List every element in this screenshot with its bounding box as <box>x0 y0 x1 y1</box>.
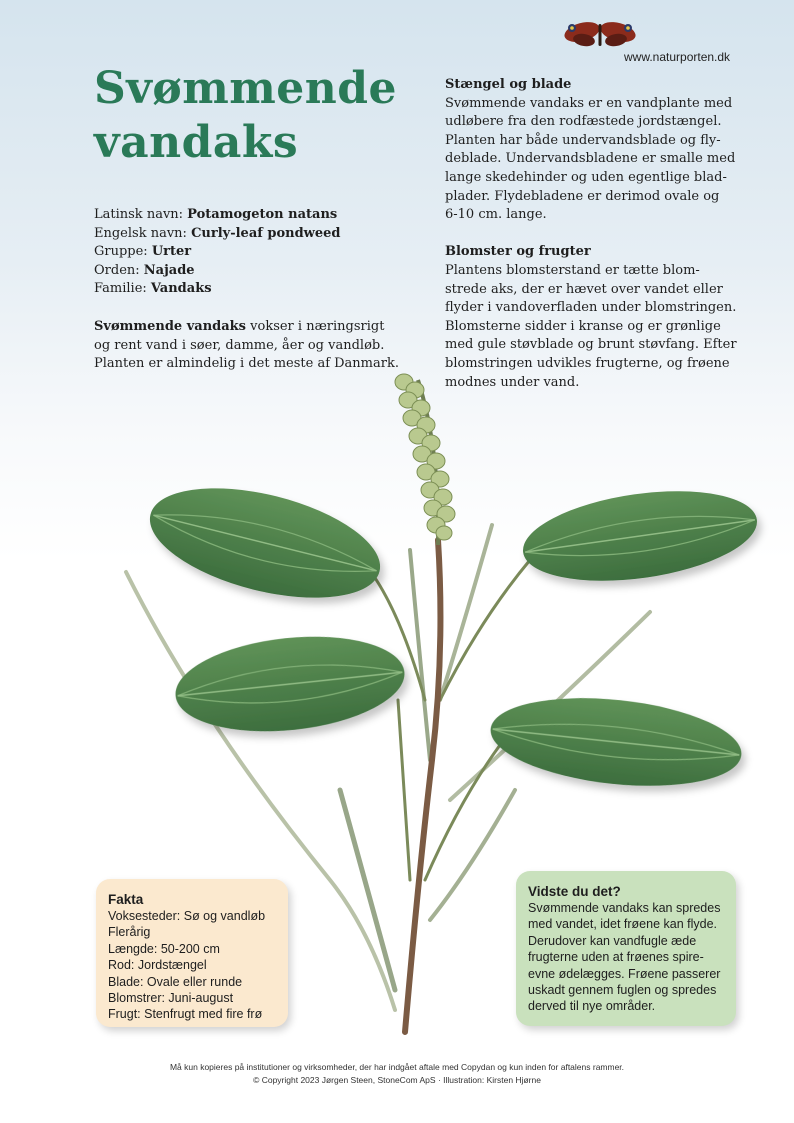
intro-line-3: Planten er almindelig i det meste af Danmark. <box>94 356 399 372</box>
text-line: 6-10 cm. lange. <box>445 207 547 223</box>
text-line: Planten har både undervandsblade og fly- <box>445 132 721 148</box>
butterfly-icon <box>560 14 640 54</box>
section-heading: Blomster og frugter <box>445 244 591 260</box>
site-url[interactable]: www.naturporten.dk <box>624 50 731 64</box>
text-line: Blomsterne sidder i kranse og er grønlige <box>445 318 721 334</box>
fakta-line: Voksesteder: Sø og vandløb <box>108 909 266 923</box>
fakta-line: Rod: Jordstængel <box>108 958 207 973</box>
fakta-line: Frugt: Stenfrugt med fire frø <box>108 1007 263 1022</box>
order-value: Najade <box>143 262 195 278</box>
page-title <box>94 62 397 170</box>
order-row <box>94 262 341 281</box>
intro-line-1: vokser i næringsrigt <box>246 319 385 334</box>
copyright: © Copyright 2023 Jørgen Steen, StoneCom ApS · Illustration: Kirsten Hjørne <box>253 1075 541 1085</box>
latin-name-row <box>94 206 341 225</box>
intro-line-2: og rent vand i søer, damme, åer og vandløb. <box>94 337 385 353</box>
fakta-line: Blomstrer: Juni-august <box>108 991 234 1006</box>
text-line: Plantens blomsterstand er tætte blom- <box>445 262 700 278</box>
latin-name-label: Latinsk navn: <box>94 207 188 222</box>
english-name-label: Engelsk navn: <box>94 225 192 241</box>
group-value: Urter <box>151 244 192 260</box>
did-you-know-line: frugterne uden at frøenes spire- <box>528 950 704 965</box>
text-line: med gule støvblade og brunt støvfang. Efter <box>445 337 737 353</box>
text-line: flyder i vandoverfladen under blomstringen. <box>445 300 737 316</box>
text-line: plader. Flydebladene er derimod ovale og <box>445 188 720 204</box>
family-value: Vandaks <box>150 281 212 297</box>
did-you-know-box <box>516 871 736 1026</box>
did-you-know-line: uskadt gennem fuglen og spredes <box>528 983 717 998</box>
intro-bold: Svømmende vandaks <box>94 319 247 334</box>
text-line: Svømmende vandaks er en vandplante med <box>445 95 733 111</box>
text-line: deblade. Undervandsbladene er smalle med <box>445 151 736 167</box>
leaf <box>139 468 391 618</box>
fakta-line: Blade: Ovale eller runde <box>108 974 243 989</box>
main-stem <box>405 540 440 1032</box>
section-text <box>445 95 745 225</box>
did-you-know-line: Svømmende vandaks kan spredes <box>528 901 721 915</box>
group-label: Gruppe: <box>94 244 152 260</box>
title-line-2: vandaks <box>94 117 299 168</box>
text-line: blomstringen udvikles frugterne, og frøene <box>445 355 730 371</box>
latin-name-value: Potamogeton natans <box>187 207 338 222</box>
text-line: udløbere fra den rodfæstede jordstængel. <box>445 114 722 130</box>
did-you-know-heading: Vidste du det? <box>528 884 621 899</box>
section-stem-leaves <box>445 76 745 225</box>
group-row <box>94 243 341 262</box>
did-you-know-line: derved til nye områder. <box>528 999 656 1014</box>
english-name-value: Curly-leaf pondweed <box>191 225 341 241</box>
did-you-know-line: med vandet, idet frøene kan flyde. <box>528 917 717 932</box>
did-you-know-line: evne ødelægges. Frøene passerer <box>528 966 721 981</box>
fakta-box <box>96 879 288 1027</box>
text-line: strede aks, der er hævet over vandet eller <box>445 281 723 297</box>
fakta-line: Længde: 50-200 cm <box>108 941 220 956</box>
text-line: modnes under vand. <box>445 374 580 390</box>
species-info <box>94 206 341 299</box>
did-you-know-line: Derudover kan vandfugle æde <box>528 933 697 948</box>
fakta-line: Flerårig <box>108 925 151 940</box>
leaf <box>486 687 745 797</box>
footer <box>0 1061 794 1087</box>
copy-notice: Må kun kopieres på institutioner og virksomheder, der har indgået aftale med Copydan og kun inden for aftalens rammer. <box>169 1062 625 1072</box>
title-line-1: Svømmende <box>94 63 398 114</box>
section-heading: Stængel og blade <box>445 77 572 92</box>
leaf <box>517 478 762 594</box>
family-label: Familie: <box>94 281 151 297</box>
leaf <box>171 626 409 742</box>
text-line: lange skedehinder og uden egentlige blad- <box>445 169 727 185</box>
fakta-heading: Fakta <box>108 892 144 907</box>
english-name-row <box>94 225 341 244</box>
order-label: Orden: <box>94 262 144 278</box>
family-row <box>94 280 341 299</box>
flower-spike <box>395 374 455 545</box>
